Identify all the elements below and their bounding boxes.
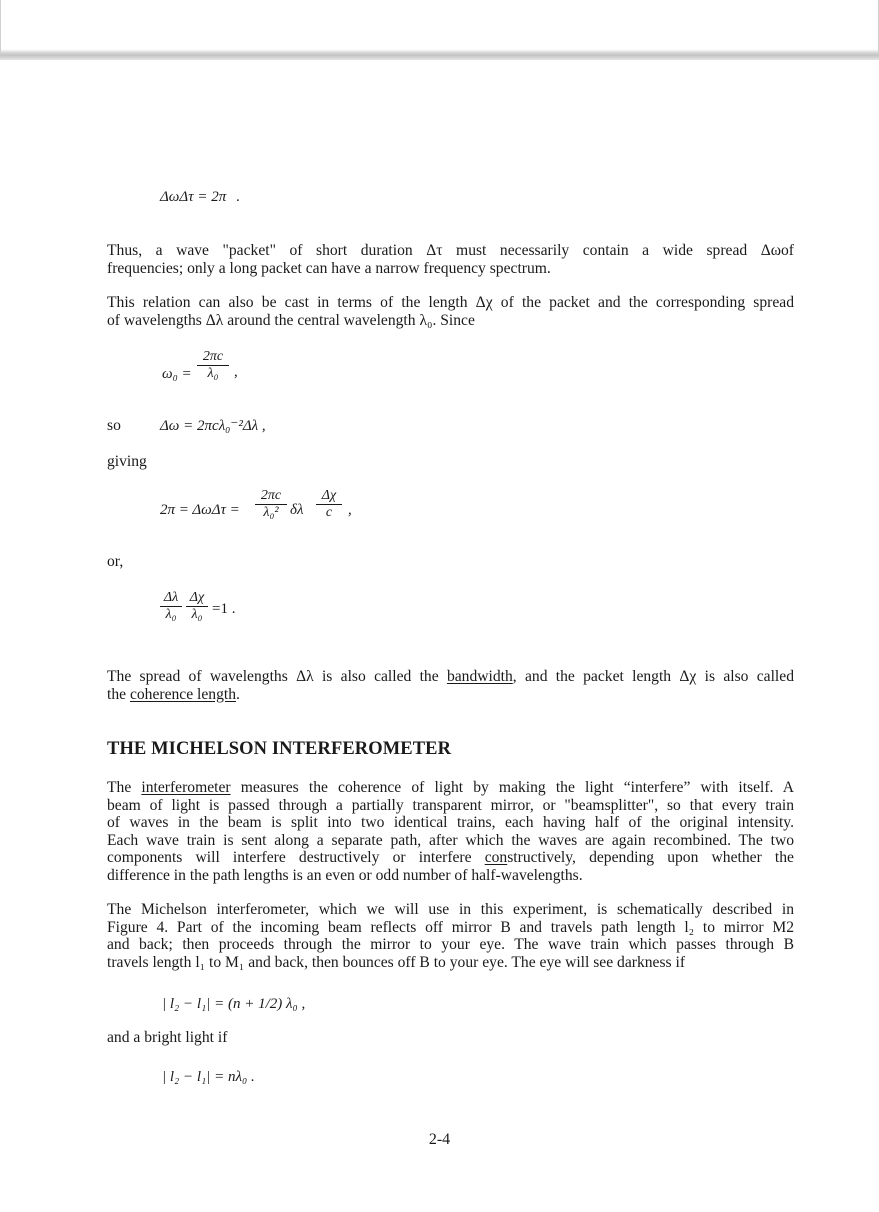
paragraph-packet (107, 242, 794, 277)
equation-ratio-fraction-1 (160, 590, 182, 623)
text-span: , and the packet length Δχ is also called (512, 668, 794, 685)
equation-omega-fraction (197, 349, 229, 382)
equation-two-pi-fraction-2 (316, 488, 342, 521)
fraction-denominator: λ₀ (191, 607, 203, 622)
paragraph-interferometer (107, 779, 794, 884)
equation-two-pi-mid: δλ (290, 502, 304, 518)
fraction-denominator: c (325, 505, 333, 520)
text-line: Thus, a wave "packet" of short duration Δτ must necessarily contain a wide spread Δωof (107, 242, 794, 259)
text-line: of wavelengths Δλ around the central wavelength λ₀. Since (107, 311, 475, 329)
text-span: measures the coherence of light by making the light “interfere” with itself. A (230, 779, 794, 796)
equation-ratio-rhs: =1 . (212, 601, 236, 617)
document-page (0, 60, 879, 1212)
fraction-numerator: Δχ (186, 590, 208, 607)
section-heading: THE MICHELSON INTERFEROMETER (107, 739, 452, 759)
text-line: and back; then proceeds through the mirror to your eye. The wave train which passes through B (107, 936, 794, 953)
fraction-numerator: Δλ (160, 590, 182, 607)
link-bandwidth[interactable]: bandwidth (446, 668, 513, 685)
label-or: or, (107, 553, 124, 570)
fraction-numerator: 2πc (255, 488, 287, 505)
text-span: structively, depending upon whether the (507, 849, 794, 866)
equation-two-pi-fraction-1 (255, 488, 287, 521)
text-span: the (107, 685, 130, 703)
text-span: components will interfere destructively or interfere (107, 849, 485, 866)
text-line: of waves in the beam is split into two identical trains, each having half of the original intensity. (107, 814, 794, 831)
equation-punct: . (235, 189, 240, 205)
text-span: . (236, 685, 240, 703)
page-number: 2-4 (428, 1131, 451, 1148)
text-line: The Michelson interferometer, which we will use in this experiment, is schematically described in (107, 901, 794, 918)
equation-dark-condition: | l₂ − l₁| = (n + 1/2) λ₀ , (162, 996, 306, 1012)
equation-two-pi-lhs: 2π = ΔωΔτ = (160, 502, 240, 518)
fraction-denominator: λ₀² (263, 505, 279, 520)
text-span: The spread of wavelengths Δλ is also called the (107, 668, 447, 685)
equation-bandwidth-product (160, 188, 240, 206)
text-line (107, 779, 794, 797)
text-line: This relation can also be cast in terms of the length Δχ of the packet and the corresponding spread (107, 294, 794, 311)
text-line (107, 668, 794, 686)
paragraph-bandwidth (107, 668, 794, 703)
text-span: The (107, 779, 142, 796)
label-giving: giving (107, 453, 147, 470)
equation-delta-omega: Δω = 2πcλ₀⁻²Δλ , (160, 418, 266, 434)
text-line (107, 849, 794, 867)
equation-punct: , (348, 502, 352, 518)
link-interferometer[interactable]: interferometer (141, 779, 231, 796)
paragraph-michelson (107, 901, 794, 971)
equation-ratio-fraction-2 (186, 590, 208, 623)
fraction-denominator: λ₀ (207, 366, 219, 381)
equation-omega-lhs: ω₀ = (162, 366, 192, 382)
link-coherence-length[interactable]: coherence length (129, 685, 237, 703)
label-bright: and a bright light if (107, 1029, 228, 1046)
equation-text: ΔωΔτ = 2π (160, 189, 227, 205)
equation-punct: , (234, 364, 238, 380)
label-so: so (107, 417, 121, 434)
viewer-top-bar (0, 0, 879, 60)
text-line: Figure 4. Part of the incoming beam reflects off mirror B and travels path length l₂ to mirror M2 (107, 918, 794, 936)
fraction-denominator: λ₀ (165, 607, 177, 622)
fraction-numerator: 2πc (197, 349, 229, 366)
paragraph-length (107, 294, 794, 329)
text-line (107, 686, 794, 704)
text-line: Each wave train is sent along a separate path, after which the waves are again recombined. The two (107, 831, 794, 849)
equation-bright-condition: | l₂ − l₁| = nλ₀ . (162, 1069, 255, 1085)
text-line: beam of light is passed through a partially transparent mirror, or "beamsplitter", so that every train (107, 796, 794, 814)
text-line: difference in the path lengths is an even or odd number of half-wavelengths. (107, 866, 583, 884)
fraction-numerator: Δχ (316, 488, 342, 505)
link-constructively[interactable]: con (484, 849, 508, 866)
text-line: frequencies; only a long packet can have a narrow frequency spectrum. (107, 259, 551, 277)
text-line: travels length l₁ to M₁ and back, then bounces off B to your eye. The eye will see darkness if (107, 953, 686, 971)
